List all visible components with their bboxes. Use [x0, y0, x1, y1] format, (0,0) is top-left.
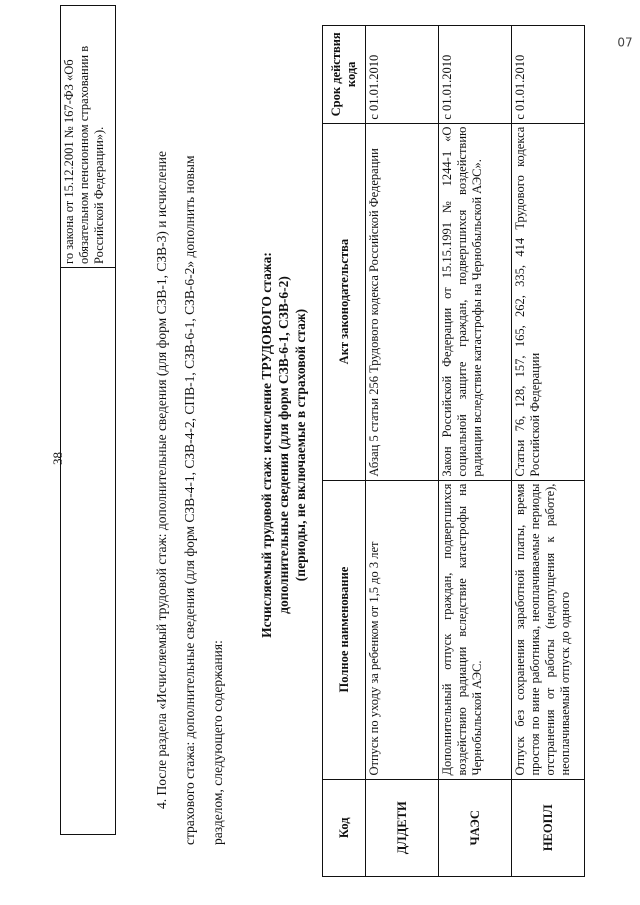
- cell-code: ЧАЭС: [439, 779, 512, 876]
- heading-line: Исчисляемый трудовой стаж: исчисление ТРУДОВОГО стажа:: [259, 252, 274, 638]
- cell-name: Отпуск по уходу за ребенком от 1,5 до 3 лет: [366, 480, 439, 779]
- cell-code: НЕОПЛ: [512, 779, 585, 876]
- header-date: Срок действия кода: [323, 26, 366, 124]
- cell-code: ДЛДЕТИ: [366, 779, 439, 876]
- cell-date: с 01.01.2010: [512, 26, 585, 124]
- cell-date: с 01.01.2010: [366, 26, 439, 124]
- table-row: [439, 26, 512, 877]
- cell-date: с 01.01.2010: [439, 26, 512, 124]
- cell-name: Отпуск без сохранения заработной платы, время простоя по вине работника, неоплачиваемые периоды отстранения от работы (недопущения к работе), неоплачиваемый отпуск до одного: [512, 480, 585, 779]
- paragraph-line: 4. После раздела «Исчисляемый трудовой стаж: дополнительные сведения (для форм СЗВ-1, СЗВ-3) и исчисление: [154, 151, 169, 809]
- cell-act: Статьи 76, 128, 157, 165, 262, 335, 414 Трудового кодекса Российской Федерации: [512, 123, 585, 480]
- page-number: 38: [50, 452, 65, 465]
- continuation-cell: го закона от 15.12.2001 № 167-ФЗ «Об обязательном пенсионном страховании в Российской Федерации»).: [61, 6, 116, 268]
- table-row: [512, 26, 585, 877]
- paragraph-line: разделом, следующего содержания:: [210, 640, 225, 845]
- heading-line: дополнительные сведения (для форм СЗВ-6-1, СЗВ-6-2): [276, 276, 291, 614]
- table-row: [366, 26, 439, 877]
- table-row: [61, 6, 116, 835]
- section-heading: [258, 165, 309, 725]
- amendment-paragraph: [148, 35, 232, 845]
- header-name: Полное наименование: [323, 480, 366, 779]
- cell-act: Закон Российской Федерации от 15.15.1991 № 1244-1 «О социальной защите граждан, подвергшихся воздействию радиации вследствие катастрофы на Чернобыльской АЭС».: [439, 123, 512, 480]
- continuation-table: [60, 5, 116, 835]
- header-act: Акт законодательства: [323, 123, 366, 480]
- cell-name: Дополнительный отпуск граждан, подвергшихся воздействию радиации вследствие катастрофы на Чернобыльской АЭС.: [439, 480, 512, 779]
- empty-cell: [61, 268, 116, 835]
- header-code: Код: [323, 779, 366, 876]
- heading-line: (периоды, не включаемые в страховой стаж): [293, 308, 308, 582]
- table-header-row: [323, 26, 366, 877]
- codes-table: [322, 25, 585, 877]
- cell-act: Абзац 5 статьи 256 Трудового кодекса Российской Федерации: [366, 123, 439, 480]
- paragraph-line: страхового стажа: дополнительные сведения (для форм СЗВ-4-1, СЗВ-4-2, СПВ-1, СЗВ-6-1, СЗВ-6-2» дополнить новым: [182, 155, 197, 845]
- handwritten-mark: 07: [617, 35, 633, 50]
